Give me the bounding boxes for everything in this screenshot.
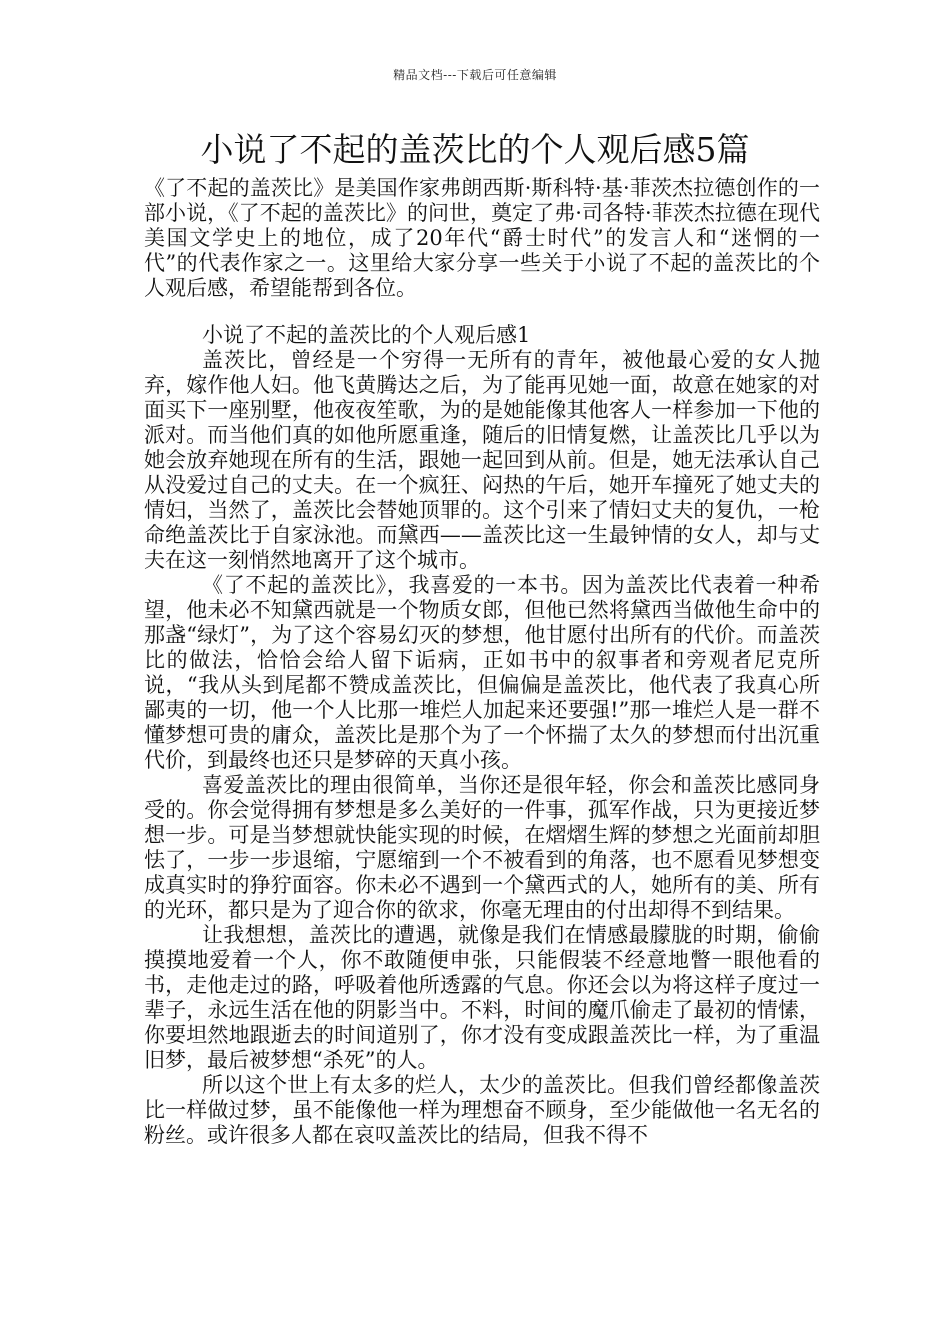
body-paragraph-5: 所以这个世上有太多的烂人，太少的盖茨比。但我们曾经都像盖茨比一样做过梦，虽不能像他一样为理想奋不顾身，至少能做他一名无名的粉丝。或许很多人都在哀叹盖茨比的结局，但我不得不: [144, 1073, 820, 1147]
body-paragraph-3: 喜爱盖茨比的理由很简单，当你还是很年轻，你会和盖茨比感同身受的。你会觉得拥有梦想是多么美好的一件事，孤军作战，只为更接近梦想一步。可是当梦想就快能实现的时候，在熠熠生辉的梦想之光面前却胆怯了，一步一步退缩，宁愿缩到一个不被看到的角落，也不愿看见梦想变成真实时的狰狞面容。你未必不遇到一个黛西式的人，她所有的美、所有的光环，都只是为了迎合你的欲求，你毫无理由的付出却得不到结果。: [144, 773, 820, 922]
document-title: 小说了不起的盖茨比的个人观后感5篇: [200, 130, 750, 169]
section-heading: 小说了不起的盖茨比的个人观后感1: [202, 323, 531, 347]
page-header: 精品文档---下载后可任意编辑: [393, 68, 557, 82]
body-paragraph-1: 盖茨比，曾经是一个穷得一无所有的青年，被他最心爱的女人抛弃，嫁作他人妇。他飞黄腾达之后，为了能再见她一面，故意在她家的对面买下一座别墅，他夜夜笙歌，为的是她能像其他客人一样参加一下他的派对。而当他们真的如他所愿重逢，随后的旧情复燃，让盖茨比几乎以为她会放弃她现在所有的生活，跟她一起回到从前。但是，她无法承认自己从没爱过自己的丈夫。在一个疯狂、闷热的午后，她开车撞死了她丈夫的情妇，当然了，盖茨比会替她顶罪的。这个引来了情妇丈夫的复仇，一枪命绝盖茨比于自家泳池。而黛西——盖茨比这一生最钟情的女人，却与丈夫在这一刻悄然地离开了这个城市。: [144, 348, 820, 572]
body-paragraph-4: 让我想想，盖茨比的遭遇，就像是我们在情感最朦胧的时期，偷偷摸摸地爱着一个人，你不敢随便申张，只能假装不经意地瞥一眼他看的书，走他走过的路，呼吸着他所透露的气息。你还会以为将这样子度过一辈子，永远生活在他的阴影当中。不料，时间的魔爪偷走了最初的情愫，你要坦然地跟逝去的时间道别了，你才没有变成跟盖茨比一样，为了重温旧梦，最后被梦想“杀死”的人。: [144, 923, 820, 1072]
document-body: [144, 176, 820, 1148]
body-paragraph-2: 《了不起的盖茨比》，我喜爱的一本书。因为盖茨比代表着一种希望，他未必不知黛西就是一个物质女郎，但他已然将黛西当做他生命中的那盏“绿灯”，为了这个容易幻灭的梦想，他甘愿付出所有的代价。而盖茨比的做法，恰恰会给人留下诟病，正如书中的叙事者和旁观者尼克所说，“我从头到尾都不赞成盖茨比，但偏偏是盖茨比，他代表了我真心所鄙夷的一切，他一个人比那一堆烂人加起来还要强!”那一堆烂人是一群不懂梦想可贵的庸众，盖茨比是那个为了一个怀揣了太久的梦想而付出沉重代价，到最终也还只是梦碎的天真小孩。: [144, 573, 820, 772]
paragraph-spacer: [144, 301, 820, 323]
intro-paragraph: 《了不起的盖茨比》是美国作家弗朗西斯·斯科特·基·菲茨杰拉德创作的一部小说，《了不起的盖茨比》的问世，奠定了弗·司各特·菲茨杰拉德在现代美国文学史上的地位，成了20年代“爵士时代”的发言人和“迷惘的一代”的代表作家之一。这里给大家分享一些关于小说了不起的盖茨比的个人观后感，希望能帮到各位。: [144, 176, 820, 300]
